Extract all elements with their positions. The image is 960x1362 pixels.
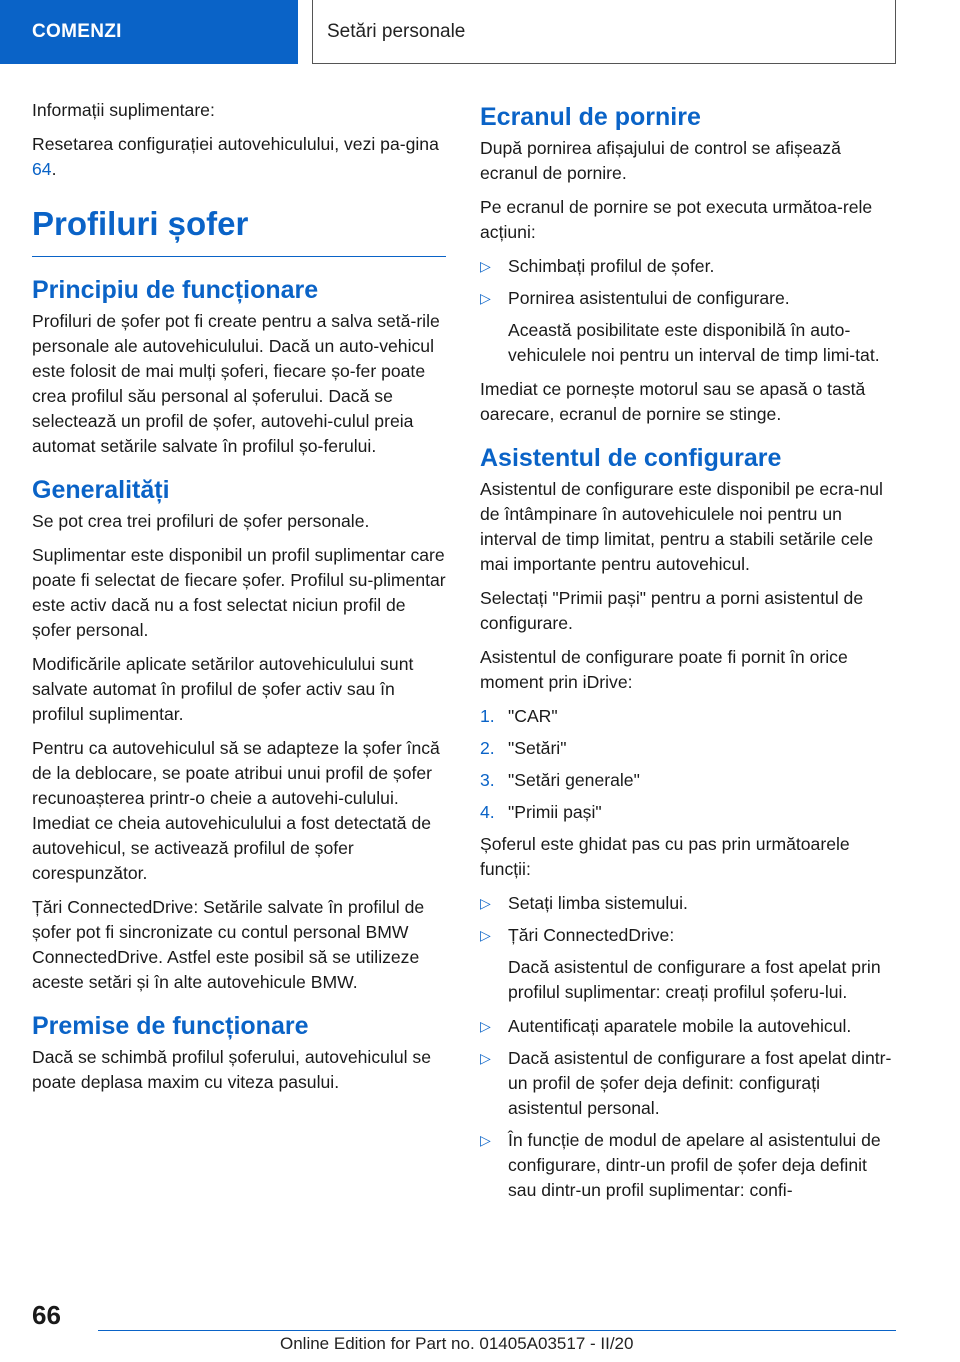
paragraph: Suplimentar este disponibil un profil suplimentar care poate fi selectat de fiecare șofer. Profilul su-plimentar este activ dacă nu a fost selectat niciun profil de șofer personal. [32,545,446,640]
page-number: 66 [32,1300,61,1330]
paragraph: Șoferul este ghidat pas cu pas prin următoarele funcții: [480,834,850,879]
paragraph: Pentru ca autovehiculul să se adapteze la șofer încă de la deblocare, se poate atribui unui profil de șofer recunoașterea printr-o cheie a autovehi-culului. Imediat ce cheia autovehiculului a fost detectată de autovehicul, se activează profilul de șofer corespunzător. [32,738,440,883]
paragraph: Profiluri de șofer pot fi create pentru a salva setă-rile personale ale autovehiculului. Dacă un auto-vehicul este folosit de mai mulți șoferi, fiecare șo-fer poate crea profilul său personal al șoferului. Dacă se selectează un profil de șofer, autovehi-culul preia automat setările salvate în profilul șo-ferului. [32,311,440,456]
info-text: Resetarea configurației autovehiculului, vezi pa-gina 64. [32,134,439,179]
footer-divider [98,1330,896,1331]
heading-premise: Premise de funcționare [32,1012,309,1040]
list-item: ▷ Țări ConnectedDrive: [480,923,896,948]
paragraph: Imediat ce pornește motorul sau se apasă o tastă oarecare, ecranul de pornire se stinge. [480,379,866,424]
triangle-bullet-icon: ▷ [480,258,491,274]
page-link[interactable]: 64 [32,159,52,179]
step-item: 1. "CAR" [480,706,558,726]
info-label: Informații suplimentare: [32,100,215,120]
list-note: Această posibilitate este disponibilă în auto-vehiculele noi pentru un interval de timp limi-tat. [508,320,880,365]
heading-principle: Principiu de funcționare [32,276,319,304]
paragraph: După pornirea afișajului de control se afișează ecranul de pornire. [480,138,841,183]
list-item: ▷ Setați limba sistemului. [480,891,896,916]
chapter-tab: COMENZI [0,0,298,64]
paragraph: Selectați "Primii pași" pentru a porni asistentul de configurare. [480,588,864,633]
triangle-bullet-icon: ▷ [480,895,491,911]
paragraph: Se pot crea trei profiluri de șofer personale. [32,511,370,531]
paragraph: Modificările aplicate setărilor autovehiculului sunt salvate automat în profilul de șofer activ sau în profilul suplimentar. [32,654,414,724]
triangle-bullet-icon: ▷ [480,927,491,943]
right-column [480,98,896,1210]
heading-setup-assistant: Asistentul de configurare [480,444,782,472]
paragraph: Țări ConnectedDrive: Setările salvate în profilul de șofer pot fi sincronizate cu contul personal BMW ConnectedDrive. Astfel este posibil să se utilizeze aceste setări și în alte autovehicule BMW. [32,897,425,992]
step-item: 3. "Setări generale" [480,770,640,790]
footer-edition: Online Edition for Part no. 01405A03517 - II/20 [280,1334,634,1353]
heading-start-screen: Ecranul de pornire [480,103,701,131]
heading-general: Generalități [32,476,170,504]
triangle-bullet-icon: ▷ [480,1132,491,1148]
list-item: ▷ Schimbați profilul de șofer. [480,254,896,279]
paragraph: Pe ecranul de pornire se pot executa următoa-rele acțiuni: [480,197,873,242]
list-item: ▷ Pornirea asistentului de configurare. [480,286,896,311]
paragraph: Dacă se schimbă profilul șoferului, autovehiculul se poate deplasa maxim cu viteza pasului. [32,1047,431,1092]
paragraph: Asistentul de configurare poate fi pornit în orice moment prin iDrive: [480,647,848,692]
triangle-bullet-icon: ▷ [480,290,491,306]
step-item: 4. "Primii pași" [480,802,602,822]
list-note: Dacă asistentul de configurare a fost apelat prin profilul suplimentar: creați profilul șoferu-lui. [508,957,881,1002]
heading-driver-profiles: Profiluri șofer [32,204,446,257]
list-item: ▷ Dacă asistentul de configurare a fost apelat dintr-un profil de șofer deja definit: configurați asistentul personal. [480,1046,896,1121]
left-column [32,98,446,1104]
section-title: Setări personale [312,0,896,64]
paragraph: Asistentul de configurare este disponibil pe ecra-nul de întâmpinare în autovehiculele noi pentru un interval de timp limitat, pentru a stabili setările cele mai importante pentru autovehicul. [480,479,883,574]
triangle-bullet-icon: ▷ [480,1050,491,1066]
triangle-bullet-icon: ▷ [480,1018,491,1034]
list-item: ▷ În funcție de modul de apelare al asistentului de configurare, dintr-un profil de șofer deja definit sau dintr-un profil suplimentar: confi- [480,1128,896,1203]
list-item: ▷ Autentificați aparatele mobile la autovehicul. [480,1014,896,1039]
step-item: 2. "Setări" [480,738,567,758]
